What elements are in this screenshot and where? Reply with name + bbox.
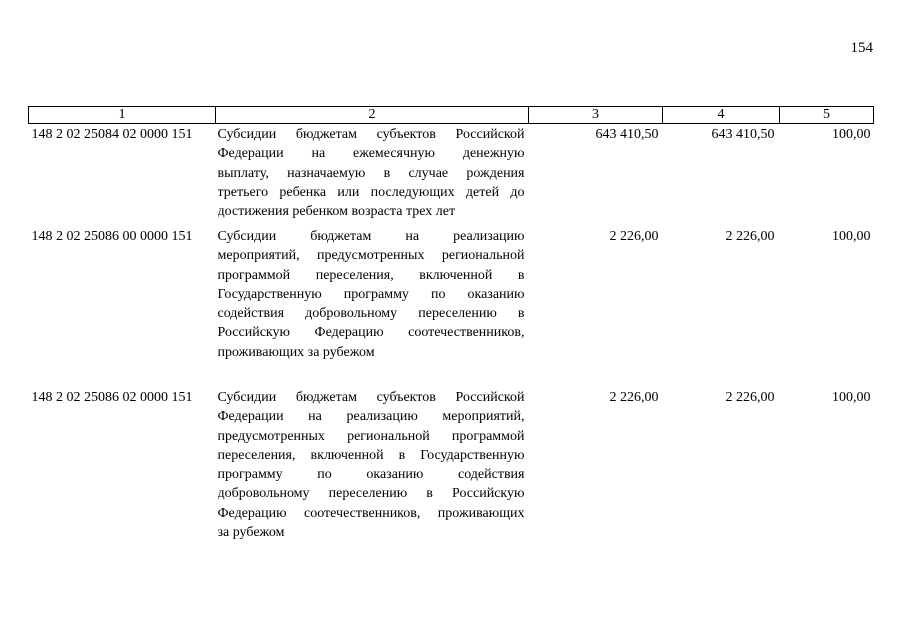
description-line: за рубежом	[217, 525, 285, 541]
budget-code-cell: 148 2 02 25086 02 0000 151	[31, 390, 193, 405]
table-row	[29, 388, 874, 542]
description-line: добровольному переселению в Российскую	[217, 486, 525, 502]
actual-amount-cell: 2 226,00	[725, 390, 775, 405]
percent-cell: 100,00	[832, 390, 871, 405]
description-line: проживающих за рубежом	[217, 344, 375, 360]
actual-amount-cell: 2 226,00	[725, 229, 775, 244]
description-line: достижения ребенком возраста трех лет	[217, 204, 456, 220]
planned-amount-cell: 2 226,00	[609, 229, 659, 244]
description-line: Субсидии бюджетам субъектов Российской	[217, 390, 525, 405]
description-line: Субсидии бюджетам субъектов Российской	[217, 127, 525, 142]
table-header	[29, 107, 874, 124]
description-line: Российскую Федерацию соотечественников,	[217, 325, 525, 341]
description-cell	[216, 388, 529, 542]
column-header-3: 3	[529, 107, 663, 124]
percent-cell: 100,00	[832, 229, 871, 244]
description-line: программу по оказанию содействия	[217, 467, 525, 483]
description-line: содействия добровольному переселению в	[217, 306, 525, 322]
budget-table	[28, 106, 874, 542]
table-body	[29, 124, 874, 543]
description-line: Федерации на ежемесячную денежную	[217, 146, 525, 162]
table-row	[29, 124, 874, 228]
budget-code-cell: 148 2 02 25086 00 0000 151	[31, 229, 193, 244]
percent-cell: 100,00	[832, 127, 871, 142]
description-line: переселения, включенной в Государственную	[217, 447, 525, 463]
budget-code-cell: 148 2 02 25084 02 0000 151	[31, 127, 193, 142]
description-line: Субсидии бюджетам на реализацию	[217, 229, 525, 244]
description-line: Федерации на реализацию мероприятий,	[217, 409, 525, 425]
description-line: мероприятий, предусмотренных региональной	[217, 248, 525, 264]
table-row	[29, 227, 874, 388]
column-header-5: 5	[780, 107, 874, 124]
planned-amount-cell: 643 410,50	[595, 127, 659, 142]
page-number: 154	[850, 40, 873, 56]
description-line: предусмотренных региональной программой	[217, 428, 525, 444]
description-line: программой переселения, включенной в	[217, 267, 525, 283]
column-header-4: 4	[663, 107, 780, 124]
column-header-1: 1	[29, 107, 216, 124]
description-line: третьего ребенка или последующих детей до	[217, 184, 525, 200]
description-line: выплату, назначаемую в случае рождения	[217, 165, 525, 181]
column-header-2: 2	[216, 107, 529, 124]
description-cell	[216, 124, 529, 228]
description-cell	[216, 227, 529, 388]
actual-amount-cell: 643 410,50	[711, 127, 775, 142]
header-row	[29, 107, 874, 124]
planned-amount-cell: 2 226,00	[609, 390, 659, 405]
description-line: Государственную программу по оказанию	[217, 286, 525, 302]
description-line: Федерацию соотечественников, проживающих	[217, 505, 525, 521]
